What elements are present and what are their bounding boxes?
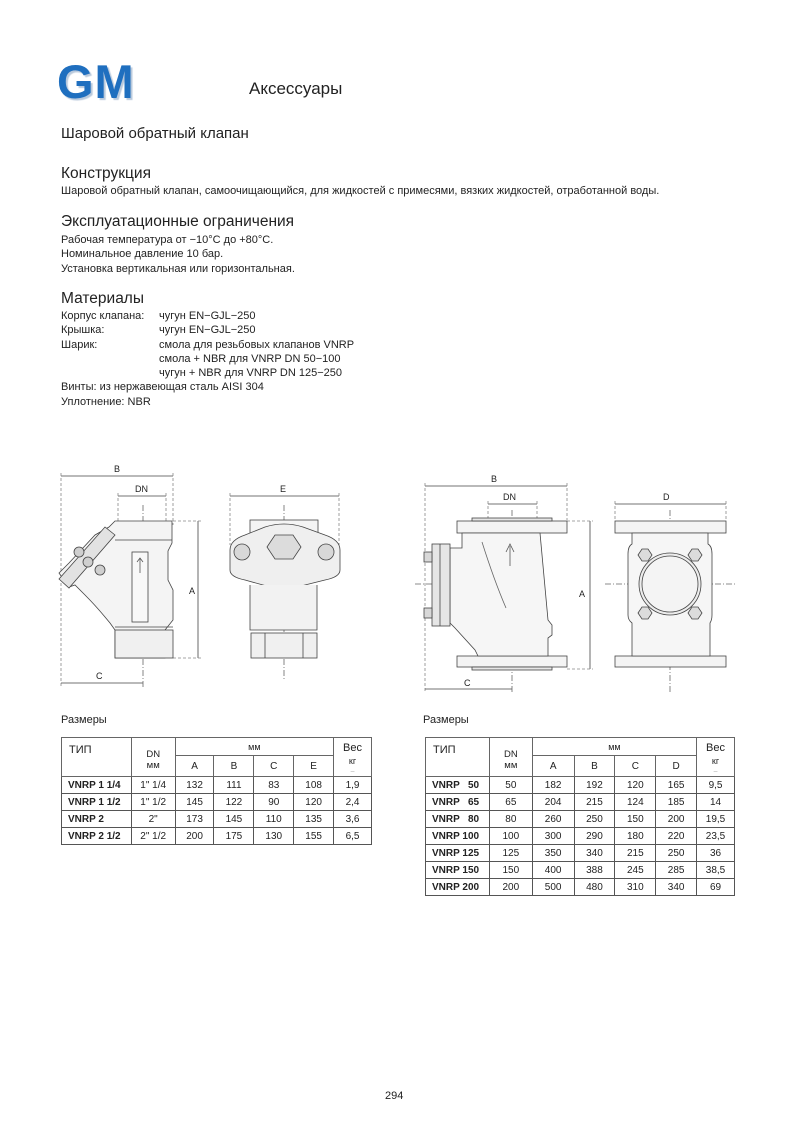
- product-title: Шаровой обратный клапан: [61, 125, 249, 142]
- cell-dn: 80: [489, 811, 532, 828]
- materials-heading: Материалы: [61, 290, 144, 307]
- cell-e: 135: [294, 811, 334, 828]
- flanged-dimensions-table: [425, 737, 735, 896]
- section-title: Аксессуары: [249, 79, 343, 98]
- header-c: C: [615, 756, 656, 777]
- dim-label-b: B: [491, 474, 498, 484]
- material-label: Корпус клапана:: [61, 310, 145, 322]
- cell-d: 185: [656, 794, 697, 811]
- dim-label-d: D: [663, 492, 670, 502]
- header-dn: [131, 738, 175, 777]
- cell-a: 260: [532, 811, 574, 828]
- limits-heading: Эксплуатационные ограничения: [61, 213, 295, 230]
- header-dn-unit: мм: [504, 760, 518, 771]
- dim-label-dn: DN: [135, 484, 148, 494]
- threaded-valve-diagram: [55, 455, 355, 695]
- cell-dn: 200: [489, 879, 532, 896]
- cell-weight: 19,5: [697, 811, 735, 828]
- cell-a: 200: [175, 828, 214, 845]
- cell-type: VNRP 1 1/2: [62, 794, 132, 811]
- cell-b: 145: [214, 811, 254, 828]
- table-row: [426, 777, 735, 794]
- cell-b: 388: [574, 862, 615, 879]
- cell-c: 310: [615, 879, 656, 896]
- header-weight-dash: –: [350, 768, 355, 775]
- material-row: [61, 309, 354, 323]
- material-label: [61, 366, 159, 380]
- table-row: [426, 794, 735, 811]
- cell-e: 108: [294, 777, 334, 794]
- cell-weight: 2,4: [334, 794, 372, 811]
- material-row: [61, 366, 354, 380]
- cell-dn: 1" 1/2: [131, 794, 175, 811]
- material-extra: Уплотнение: NBR: [61, 395, 151, 408]
- table-row: [62, 794, 372, 811]
- cell-d: 165: [656, 777, 697, 794]
- cell-b: 250: [574, 811, 615, 828]
- cell-a: 173: [175, 811, 214, 828]
- header-a: A: [175, 756, 214, 777]
- limits-list: [61, 233, 295, 276]
- cell-dn: 150: [489, 862, 532, 879]
- header-weight-dash: –: [713, 768, 718, 775]
- cell-c: 180: [615, 828, 656, 845]
- cell-type: VNRP 65: [426, 794, 490, 811]
- cell-weight: 36: [697, 845, 735, 862]
- header-dn-label: DN: [146, 749, 161, 760]
- threaded-table-caption: Размеры: [61, 714, 107, 726]
- cell-e: 120: [294, 794, 334, 811]
- construction-heading: Конструкция: [61, 165, 151, 182]
- cell-type: VNRP 80: [426, 811, 490, 828]
- cell-c: 130: [254, 828, 294, 845]
- material-value: чугун EN−GJL−250: [159, 310, 256, 322]
- cell-type: VNRP 200: [426, 879, 490, 896]
- table-row: [426, 879, 735, 896]
- cell-dn: 125: [489, 845, 532, 862]
- material-row: [61, 338, 354, 352]
- header-weight-unit: кг: [711, 756, 720, 766]
- dim-label-e: E: [280, 484, 287, 494]
- dim-label-c: C: [464, 678, 471, 688]
- material-row: [61, 352, 354, 366]
- cell-weight: 3,6: [334, 811, 372, 828]
- material-value: смола для резьбовых клапанов VNRP: [159, 338, 355, 351]
- cell-weight: 1,9: [334, 777, 372, 794]
- limits-line: Номинальное давление 10 бар.: [61, 248, 224, 261]
- table-row: [426, 862, 735, 879]
- dim-label-c: C: [96, 671, 103, 681]
- cell-b: 111: [214, 777, 254, 794]
- header-dn-label: DN: [503, 749, 518, 760]
- cell-a: 204: [532, 794, 574, 811]
- cell-type: VNRP 100: [426, 828, 490, 845]
- header-d: D: [656, 756, 697, 777]
- cell-b: 290: [574, 828, 615, 845]
- table-row: [62, 828, 372, 845]
- cell-dn: 2" 1/2: [131, 828, 175, 845]
- limits-line: Рабочая температура от −10°C до +80°C.: [61, 234, 274, 246]
- header-type: ТИП: [426, 738, 490, 777]
- header-weight-label: Вес: [343, 742, 363, 754]
- cell-d: 250: [656, 845, 697, 862]
- material-label: Шарик:: [61, 338, 98, 351]
- dim-label-a: A: [189, 586, 196, 596]
- header-dn: [489, 738, 532, 777]
- dim-label-a: A: [579, 589, 586, 599]
- cell-c: 120: [615, 777, 656, 794]
- header-weight-unit: кг: [348, 756, 357, 766]
- cell-b: 480: [574, 879, 615, 896]
- cell-dn: 2": [131, 811, 175, 828]
- cell-type: VNRP 2: [62, 811, 132, 828]
- cell-c: 124: [615, 794, 656, 811]
- table-row: [426, 845, 735, 862]
- cell-type: VNRP 50: [426, 777, 490, 794]
- cell-b: 122: [214, 794, 254, 811]
- header-mm: мм: [175, 738, 333, 756]
- cell-type: VNRP 125: [426, 845, 490, 862]
- header-weight: [334, 738, 372, 777]
- cell-a: 132: [175, 777, 214, 794]
- header-b: B: [574, 756, 615, 777]
- cell-d: 285: [656, 862, 697, 879]
- cell-a: 145: [175, 794, 214, 811]
- header-type: ТИП: [62, 738, 132, 777]
- header-e: E: [294, 756, 334, 777]
- materials-list: [61, 309, 354, 409]
- dim-label-b: B: [114, 464, 121, 474]
- header-mm: мм: [532, 738, 696, 756]
- material-value: чугун + NBR для VNRP DN 125−250: [159, 367, 342, 380]
- page-number: 294: [385, 1090, 404, 1102]
- header-b: B: [214, 756, 254, 777]
- table-row: [62, 811, 372, 828]
- cell-dn: 1" 1/4: [131, 777, 175, 794]
- cell-a: 500: [532, 879, 574, 896]
- cell-weight: 38,5: [697, 862, 735, 879]
- threaded-dimensions-table: [61, 737, 372, 845]
- flanged-valve-diagram: [410, 460, 750, 700]
- header-dn-unit: мм: [146, 760, 160, 771]
- cell-e: 155: [294, 828, 334, 845]
- cell-d: 220: [656, 828, 697, 845]
- material-extra: Винты: из нержавеющая сталь AISI 304: [61, 381, 264, 394]
- header-a: A: [532, 756, 574, 777]
- cell-type: VNRP 2 1/2: [62, 828, 132, 845]
- material-value: смола + NBR для VNRP DN 50−100: [159, 352, 341, 365]
- cell-dn: 65: [489, 794, 532, 811]
- cell-dn: 50: [489, 777, 532, 794]
- table-row: [426, 811, 735, 828]
- material-label: Крышка:: [61, 324, 105, 337]
- cell-b: 192: [574, 777, 615, 794]
- cell-d: 200: [656, 811, 697, 828]
- cell-a: 300: [532, 828, 574, 845]
- cell-c: 110: [254, 811, 294, 828]
- gm-logo: GM: [57, 55, 135, 108]
- construction-text: Шаровой обратный клапан, самоочищающийся, для жидкостей с примесями, вязких жидкостей, отработанной воды.: [61, 185, 660, 197]
- material-label: [61, 352, 159, 366]
- cell-c: 90: [254, 794, 294, 811]
- limits-line: Установка вертикальная или горизонтальная.: [61, 262, 295, 275]
- flanged-table-caption: Размеры: [423, 714, 469, 726]
- cell-c: 245: [615, 862, 656, 879]
- cell-a: 400: [532, 862, 574, 879]
- dim-label-dn: DN: [503, 492, 516, 502]
- cell-type: VNRP 1 1/4: [62, 777, 132, 794]
- header-weight-label: Вес: [706, 742, 725, 754]
- material-value: чугун EN−GJL−250: [159, 324, 256, 337]
- cell-b: 215: [574, 794, 615, 811]
- cell-weight: 6,5: [334, 828, 372, 845]
- cell-a: 350: [532, 845, 574, 862]
- header-c: C: [254, 756, 294, 777]
- table-row: [62, 777, 372, 794]
- cell-type: VNRP 150: [426, 862, 490, 879]
- cell-weight: 14: [697, 794, 735, 811]
- cell-b: 340: [574, 845, 615, 862]
- cell-c: 150: [615, 811, 656, 828]
- table-row: [426, 828, 735, 845]
- cell-weight: 9,5: [697, 777, 735, 794]
- cell-weight: 23,5: [697, 828, 735, 845]
- header-weight: [697, 738, 735, 777]
- cell-a: 182: [532, 777, 574, 794]
- cell-c: 215: [615, 845, 656, 862]
- material-row: [61, 323, 354, 337]
- cell-c: 83: [254, 777, 294, 794]
- cell-dn: 100: [489, 828, 532, 845]
- cell-weight: 69: [697, 879, 735, 896]
- cell-b: 175: [214, 828, 254, 845]
- cell-d: 340: [656, 879, 697, 896]
